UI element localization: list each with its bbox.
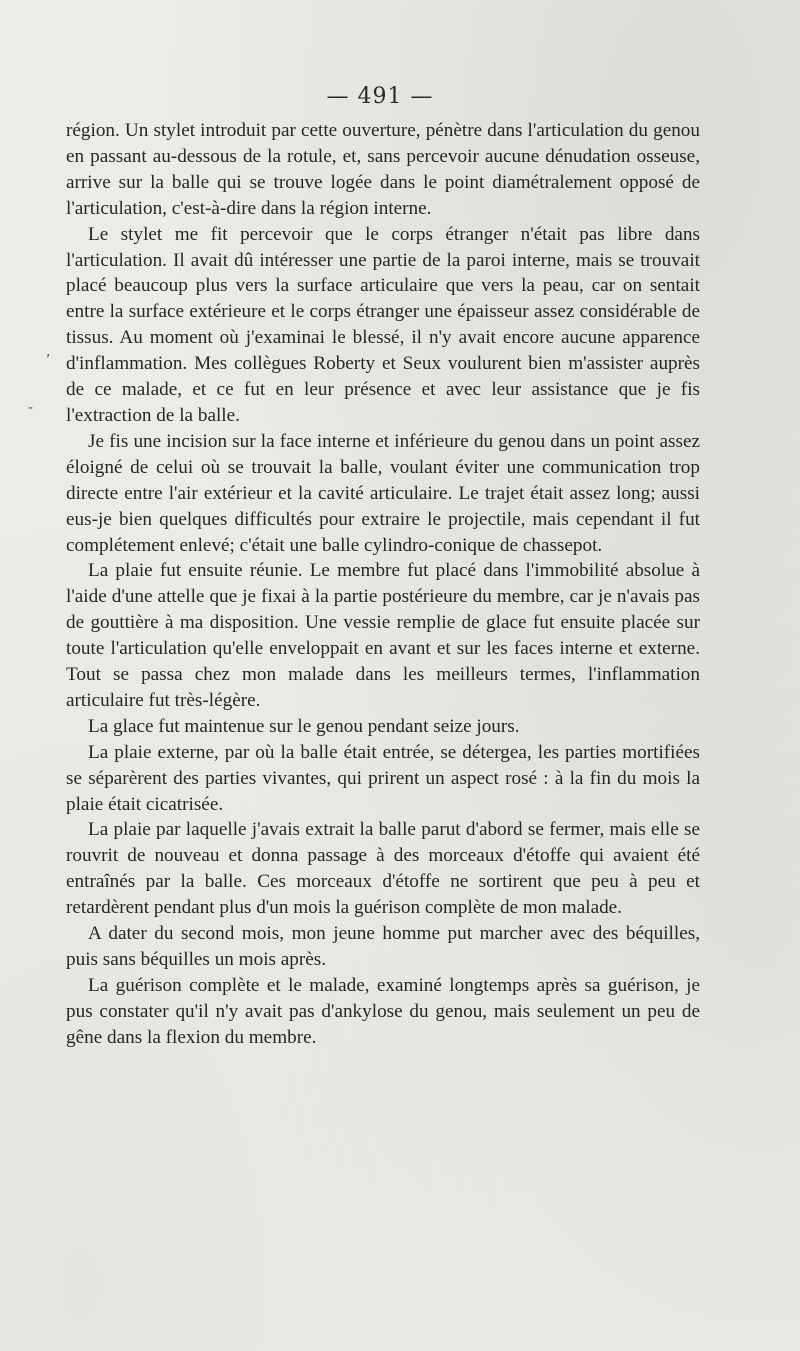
paragraph-6: La plaie externe, par où la balle était entrée, se détergea, les parties mortifiées se séparèrent des parties vivantes, qui prirent un aspect rosé : à la fin du mois la plaie était cicatrisée. (66, 741, 700, 815)
paragraph-9: La guérison complète et le malade, examiné longtemps après sa guérison, je pus constater qu'il n'y avait pas d'ankylose du genou, mais seulement un peu de gêne dans la flexion du membre. (66, 974, 700, 1048)
body-text (66, 118, 700, 1051)
paragraph-8: A dater du second mois, mon jeune homme put marcher avec des béquilles, puis sans béquilles un mois après. (66, 923, 700, 970)
paragraph-1: région. Un stylet introduit par cette ouverture, pénètre dans l'articulation du genou en passant au-dessous de la rotule, et, sans percevoir aucune dénudation osseuse, arrive sur la balle qui se trouve logée dans le point diamétralement opposé de l'articulation, c'est-à-dire dans la région interne. (66, 120, 700, 219)
paragraph-5: La glace fut maintenue sur le genou pendant seize jours. (88, 715, 520, 737)
paragraph-4: La plaie fut ensuite réunie. Le membre fut placé dans l'immobilité absolue à l'aide d'une attelle que je fixai à la partie postérieure du membre, car je n'avais pas de gouttière à ma disposition. Une vessie remplie de glace fut ensuite placée sur toute l'articulation qu'elle enveloppait en avant et sur les faces interne et externe. Tout se passa chez mon malade dans les meilleurs termes, l'inflammation articulaire fut très-légère. (66, 560, 700, 711)
margin-mark: - (28, 400, 34, 416)
page-number: — 491 — (326, 84, 434, 109)
paragraph-3: Je fis une incision sur la face interne et inférieure du genou dans un point assez éloigné de celui où se trouvait la balle, voulant éviter une communication trop directe entre l'air extérieur et la cavité articulaire. Le trajet était assez long; aussi eus-je bien quelques difficultés pour extraire le projectile, mais cependant il fut complétement enlevé; c'était une balle cylindro-conique de chassepot. (66, 430, 700, 556)
margin-mark: , (46, 344, 51, 360)
paragraph-2: Le stylet me fit percevoir que le corps étranger n'était pas libre dans l'articulation. Il avait dû intéresser une partie de la paroi interne, mais se trouvait placé beaucoup plus vers la surface articulaire que vers la peau, car on sentait entre la surface extérieure et le corps étranger une épaisseur assez considérable de tissus. Au moment où j'examinai le blessé, il n'y avait encore aucune apparence d'inflammation. Mes collègues Roberty et Seux voulurent bien m'assister auprès de ce malade, et ce fut en leur présence et avec leur assistance que je fis l'extraction de la balle. (66, 223, 700, 426)
paragraph-7: La plaie par laquelle j'avais extrait la balle parut d'abord se fermer, mais elle se rouvrit de nouveau et donna passage à des morceaux d'étoffe qui avaient été entraînés par la balle. Ces morceaux d'étoffe ne sortirent que peu à peu et retardèrent pendant plus d'un mois la guérison complète de mon malade. (66, 819, 700, 919)
